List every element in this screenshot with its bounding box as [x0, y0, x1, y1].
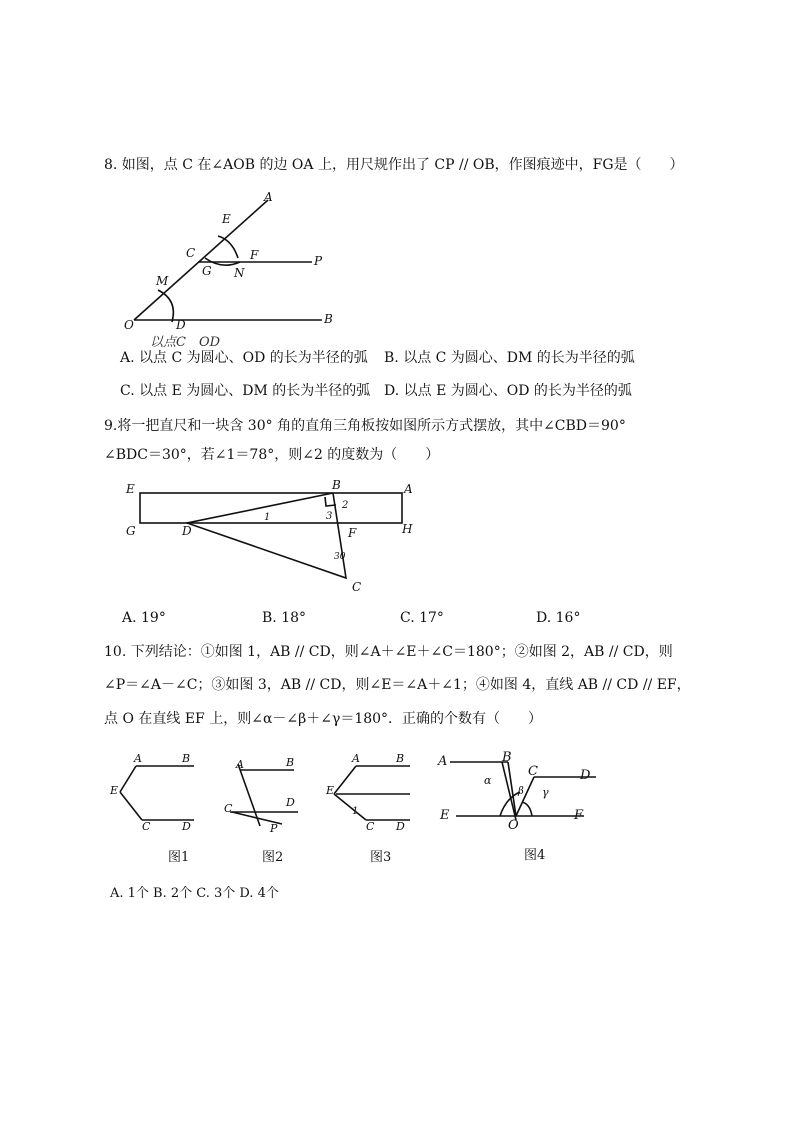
- q8-option-c: C. 以点 E 为圆心、DM 的长为半径的弧: [120, 383, 371, 399]
- q10-fig2-label-p: P: [270, 822, 278, 835]
- q10-caption-fig1: 图1: [168, 850, 190, 865]
- q10-line2: ∠P＝∠A－∠C；③如图 3，AB // CD，则∠E＝∠A＋∠1；④如图 4，直线 AB // CD // EF，: [104, 677, 691, 693]
- q9-option-d: D. 16°: [536, 610, 581, 626]
- q10-fig2: [230, 764, 298, 826]
- q10-fig1: [120, 766, 194, 820]
- q8-stem: 8. 如图，点 C 在∠AOB 的边 OA 上，用尺规作出了 CP // OB，作图痕迹中，FG是（ ）: [104, 157, 684, 173]
- q9-label-30: 30: [334, 552, 346, 562]
- q9-label-1: 1: [264, 512, 271, 523]
- q8-label-m: M: [156, 274, 169, 288]
- q9-label-2: 2: [342, 500, 349, 511]
- q9-option-b: B. 18°: [262, 610, 307, 626]
- q9-option-a: A. 19°: [122, 610, 166, 626]
- q9-label-a: A: [404, 482, 413, 496]
- q9-label-h: H: [402, 522, 413, 536]
- q10-fig4-label-e: E: [440, 808, 450, 823]
- q9-stem-line1: 9.将一把直尺和一块含 30° 角的直角三角板按如图所示方式摆放，其中∠CBD＝90°: [104, 418, 626, 434]
- q10-fig2-label-a: A: [236, 758, 244, 771]
- q9-label-e: E: [126, 482, 135, 496]
- q10-options: A. 1个 B. 2个 C. 3个 D. 4个: [110, 886, 279, 901]
- q10-fig1-label-c: C: [142, 820, 151, 833]
- q10-fig2-label-d: D: [286, 796, 295, 809]
- q8-label-n: N: [234, 266, 245, 280]
- q9-label-3: 3: [326, 511, 333, 522]
- q10-fig4-label-f: F: [574, 808, 584, 823]
- q8-label-g: G: [202, 264, 212, 278]
- q10-fig1-label-b: B: [182, 752, 191, 765]
- q8-label-b: B: [324, 312, 333, 326]
- q10-caption-fig4: 图4: [524, 848, 546, 863]
- q10-fig4-label-b: B: [502, 750, 512, 765]
- q10-fig3: [334, 766, 410, 820]
- q10-fig3-label-b: B: [396, 752, 405, 765]
- q8-arc-ef: [218, 236, 238, 258]
- q10-fig3-label-1: 1: [352, 806, 359, 817]
- q9-label-b: B: [332, 478, 341, 492]
- q10-fig1-label-d: D: [182, 820, 191, 833]
- q8-label-e: E: [222, 212, 231, 226]
- q8-label-a: A: [264, 190, 273, 204]
- q10-fig4-label-gamma: γ: [542, 786, 549, 799]
- q10-fig4-label-d: D: [580, 768, 591, 783]
- q9-label-c: C: [352, 580, 362, 594]
- q8-option-a: A. 以点 C 为圆心、OD 的长为半径的弧: [120, 350, 368, 366]
- q10-fig1-label-a: A: [134, 752, 142, 765]
- q9-stem-line2: ∠BDC＝30°，若∠1＝78°，则∠2 的度数为（ ）: [104, 447, 440, 463]
- q10-caption-fig3: 图3: [370, 850, 392, 865]
- q9-ruler: [140, 493, 402, 523]
- q8-label-p: P: [314, 254, 323, 268]
- q8-option-b: B. 以点 C 为圆心、DM 的长为半径的弧: [384, 350, 635, 366]
- q9-label-d: D: [182, 524, 192, 538]
- q8-handwriting: 以点C OD: [150, 335, 221, 350]
- q10-caption-fig2: 图2: [262, 850, 284, 865]
- q10-fig3-label-a: A: [352, 752, 360, 765]
- q9-right-angle: [325, 497, 336, 506]
- q10-fig4-label-a: A: [438, 754, 448, 769]
- q9-label-f: F: [348, 526, 357, 540]
- q8-option-d: D. 以点 E 为圆心、OD 的长为半径的弧: [384, 383, 632, 399]
- q10-fig4-label-o: O: [508, 818, 519, 833]
- q10-line3: 点 O 在直线 EF 上，则∠α－∠β＋∠γ＝180°．正确的个数有（ ）: [104, 711, 543, 727]
- q10-fig2-label-b: B: [286, 756, 295, 769]
- q9-label-g: G: [126, 524, 136, 538]
- q8-label-o: O: [124, 318, 134, 332]
- q10-fig1-label-e: E: [110, 784, 119, 797]
- q8-label-f: F: [250, 248, 259, 262]
- q8-ray-oa: [134, 200, 268, 320]
- q10-fig4-label-c: C: [528, 764, 538, 779]
- q10-fig3-label-c: C: [366, 820, 375, 833]
- q10-fig4-label-beta: β: [518, 786, 524, 797]
- q10-fig3-label-d: D: [396, 820, 405, 833]
- q10-line1: 10. 下列结论：①如图 1，AB // CD，则∠A＋∠E＋∠C＝180°；②如图 2，AB // CD，则: [104, 644, 673, 660]
- q10-fig4-label-alpha: α: [484, 774, 492, 787]
- q8-label-d: D: [176, 318, 186, 332]
- q9-triangle: [187, 493, 349, 578]
- q10-fig3-label-e: E: [326, 784, 335, 797]
- q10-fig2-label-c: C: [224, 802, 233, 815]
- q8-label-c: C: [186, 246, 196, 260]
- q8-arc-md: [158, 290, 173, 322]
- q9-option-c: C. 17°: [400, 610, 444, 626]
